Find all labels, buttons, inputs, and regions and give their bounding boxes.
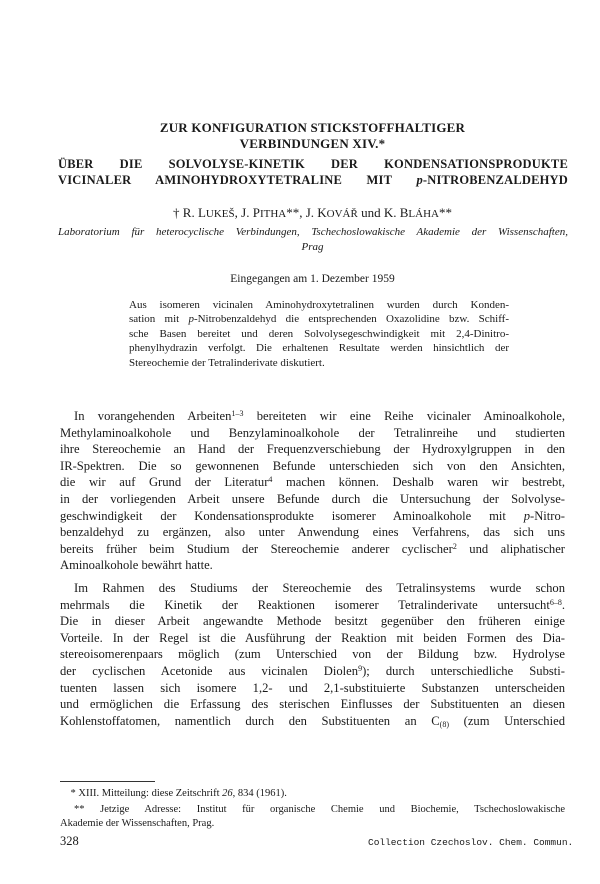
footnote-divider [60, 781, 155, 782]
abstract: Aus isomeren vicinalen Aminohydroxytetralinen wurden durch Konden- sation mit p-Nitrobenzaldehyd die entsprechenden Oxazolidine bzw. Schiff- sche Basen bereitet und deren Solvolysegeschwindigkeit mit 2,4-Dinitro- phenylhydrazin verfolgt. Die erhaltenen Resultate werden hinsichtlich der Stereochemie der Tetralinderivate diskutiert. [129, 299, 509, 369]
body-text: In vorangehenden Arbeiten$^{1-3}$ bereiteten wir eine Reihe vicinaler Aminoalkohole, Methylaminoalkohole und Benzylaminoalkohole der Tetralinreihe und studierten ihre Stereochemie an Hand der Frequenzverschiebung der Hydroxylgruppen in den IR-Spektren. Die so gewonnenen Befunde unterschieden sich von den Ansichten, die wir auf Grund der Literatur$^4$ machen können. Deshalb waren wir bestrebt, in der vorliegenden Arbeit unsere Befunde durch die Untersuchung der Solvolyse- geschwindigkeit der Kondensationsprodukte isomerer Aminoalkohole mit p-Nitro- benzaldehyd zu ergänzen, also unter Anwendung eines Verfahrens, das sich uns bereits früher beim Studium der Stereochemie anderer cyclischer$^2$ und aliphatischer Aminoalkohole bewährt hatte. Im Rahmen des Studiums der Stereochemie des Tetralinsystems wurde schon mehrmals die Kinetik der Reaktionen isomerer Tetralinderivate untersucht$^{6-8}$. Die in dieser Arbeit angewandte Methode besitzt gegenüber den früheren einige Vorteile. In der Regel ist die Ausführung der Reaktion mit beiden Formen des Dia- stereoisomerenpaars möglich (zum Unterschied von der Bildung bzw. Hydrolyse der cyclischen Acetonide aus vicinalen Diolen$^9$); durch unterschiedliche Substi- tuenten lassen sich isomere 1,2- und 2,1-substituierte Substanzen unterscheiden und ermöglichen die Erfassung des sterischen Einflusses der Substituenten an diesen Kohlenstoffatomen, namentlich durch den Substituenten an $C_{(8)}$ (zum Unterschied [60, 409, 565, 729]
footnote-2: ** Jetzige Adresse: Institut für organische Chemie und Biochemie, Tschechoslowakische Akademie der Wissenschaften, Prag. [60, 804, 565, 829]
received-date: Eingegangen am 1. Dezember 1959 [230, 273, 395, 285]
author-list: † R. LUKEŠ, J. PITHA**, J. KOVÁŘ und K. BLÁHA** [173, 205, 452, 220]
title-line-3: ÜBER DIE SOLVOLYSE-KINETIK DER KONDENSATIONSPRODUKTE [58, 157, 568, 171]
affiliation: Laboratorium für heterocyclische Verbindungen, Tschechoslowakische Akademie der Wissenschaften, [58, 226, 568, 238]
journal-name: Collection Czechoslov. Chem. Commun. [368, 837, 574, 848]
affiliation-city: Prag [301, 241, 324, 253]
title-line-4: VICINALER AMINOHYDROXYTETRALINE MIT p-NITROBENZALDEHYD [58, 173, 568, 187]
page-number: 328 [60, 834, 79, 848]
title-line-1: ZUR KONFIGURATION STICKSTOFFHALTIGER [159, 120, 466, 135]
footnote-1: * XIII. Mitteilung: diese Zeitschrift 26, 834 (1961). [70, 788, 287, 799]
title-line-2: VERBINDUNGEN XIV.* [239, 136, 386, 151]
